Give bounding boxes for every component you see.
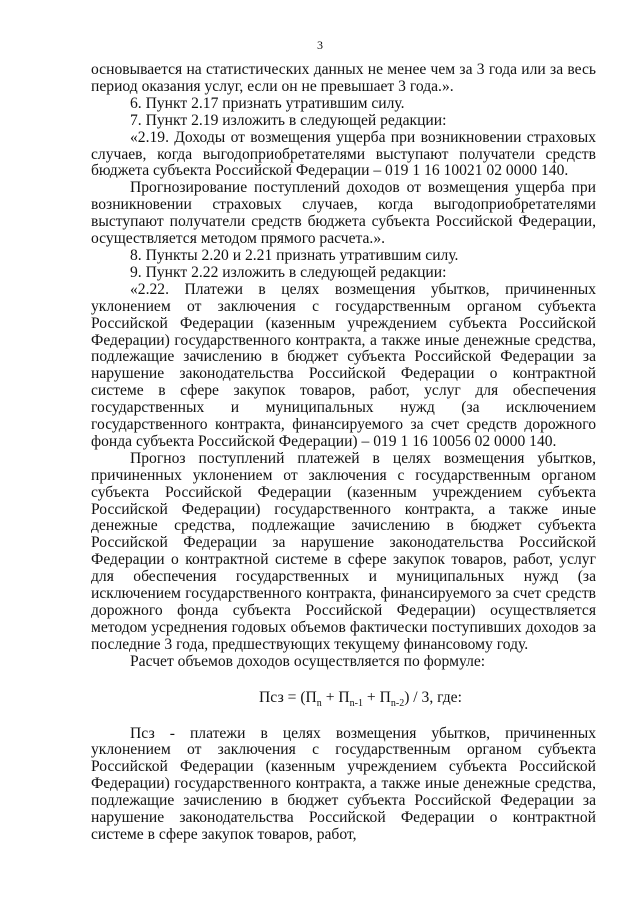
paragraph-forecast-2-22: Прогноз поступлений платежей в целях возмещения убытков, причиненных уклонением от заключения с государственным органом субъекта Российской Федерации (казенным учреждением субъекта Российской Федерации) государственного контракта, а также иные денежные средства, подлежащие зачислению в бюджет субъекта Российской Федерации за нарушение законодательства Российской Федерации о контрактной системе в сфере закупок товаров, работ, услуг для обеспечения государственных и муниципальных нужд (за исключением государственного контракта, финансируемого за счет средств дорожного фонда субъекта Российской Федерации) осуществляется методом усреднения годовых объемов фактически поступивших доходов за последние 3 года, предшествующих текущему финансовому году.: [91, 449, 596, 653]
document-body: [91, 62, 596, 844]
formula-term-1-subscript: n: [316, 697, 322, 709]
formula-lhs: Псз: [259, 688, 284, 706]
paragraph-clause-2-22: «2.22. Платежи в целях возмещения убытков, причиненных уклонением от заключения с государственным органом субъекта Российской Федерации (казенным учреждением субъекта Российской Федерации) государственного контракта, а также иные денежные средства, подлежащие зачислению в бюджет субъекта Российской Федерации за нарушение законодательства Российской Федерации о контрактной системе в сфере закупок товаров, работ, услуг для обеспечения государственных и муниципальных нужд (за исключением государственного контракта, финансируемого за счет средств дорожного фонда субъекта Российской Федерации) – 019 1 16 10056 02 0000 140.: [91, 280, 596, 450]
paragraph-item-6: 6. Пункт 2.17 признать утратившим силу.: [130, 94, 405, 112]
paragraph-continuation: основывается на статистических данных не менее чем за 3 года или за весь период оказания услуг, если он не превышает 3 года.».: [91, 61, 596, 95]
formula-equals: = (: [283, 688, 306, 706]
formula-term-2-subscript: n-1: [349, 697, 363, 709]
formula-tail: ) / 3, где:: [404, 688, 462, 706]
formula-plus-1: +: [321, 688, 339, 706]
paragraph-definition: Псз - платежи в целях возмещения убытков, причиненных уклонением от заключения с государственным органом субъекта Российской Федерации (казенным учреждением субъекта Российской Федерации) государственного контракта, а также иные денежные средства, подлежащие зачислению в бюджет субъекта Российской Федерации за нарушение законодательства Российской Федерации о контрактной системе в сфере закупок товаров, работ,: [91, 724, 596, 843]
paragraph-item-8: 8. Пункты 2.20 и 2.21 признать утратившим силу.: [130, 246, 459, 264]
page-number: 3: [317, 38, 323, 52]
paragraph-forecasting-2-19: Прогнозирование поступлений доходов от возмещения ущерба при возникновении страховых случаев, когда выгодоприобретателями выступают получатели средств бюджета субъекта Российской Федерации, осуществляется методом прямого расчета.».: [91, 179, 596, 248]
formula-plus-2: +: [363, 688, 380, 706]
formula-term-3: П: [379, 688, 391, 706]
formula-term-1: П: [305, 688, 317, 706]
paragraph-clause-2-19: «2.19. Доходы от возмещения ущерба при возникновении страховых случаев, когда выгодоприобретателями выступают получатели средств бюджета субъекта Российской Федерации – 019 1 16 10021 02 0000 140.: [91, 128, 596, 180]
paragraph-item-9: 9. Пункт 2.22 изложить в следующей редакции:: [130, 263, 447, 281]
formula-term-3-subscript: n-2: [390, 697, 405, 709]
paragraph-item-7: 7. Пункт 2.19 изложить в следующей редакции:: [130, 111, 447, 129]
formula-term-2: П: [338, 688, 350, 706]
formula: [91, 690, 596, 707]
paragraph-formula-intro: Расчет объемов доходов осуществляется по формуле:: [130, 652, 486, 670]
